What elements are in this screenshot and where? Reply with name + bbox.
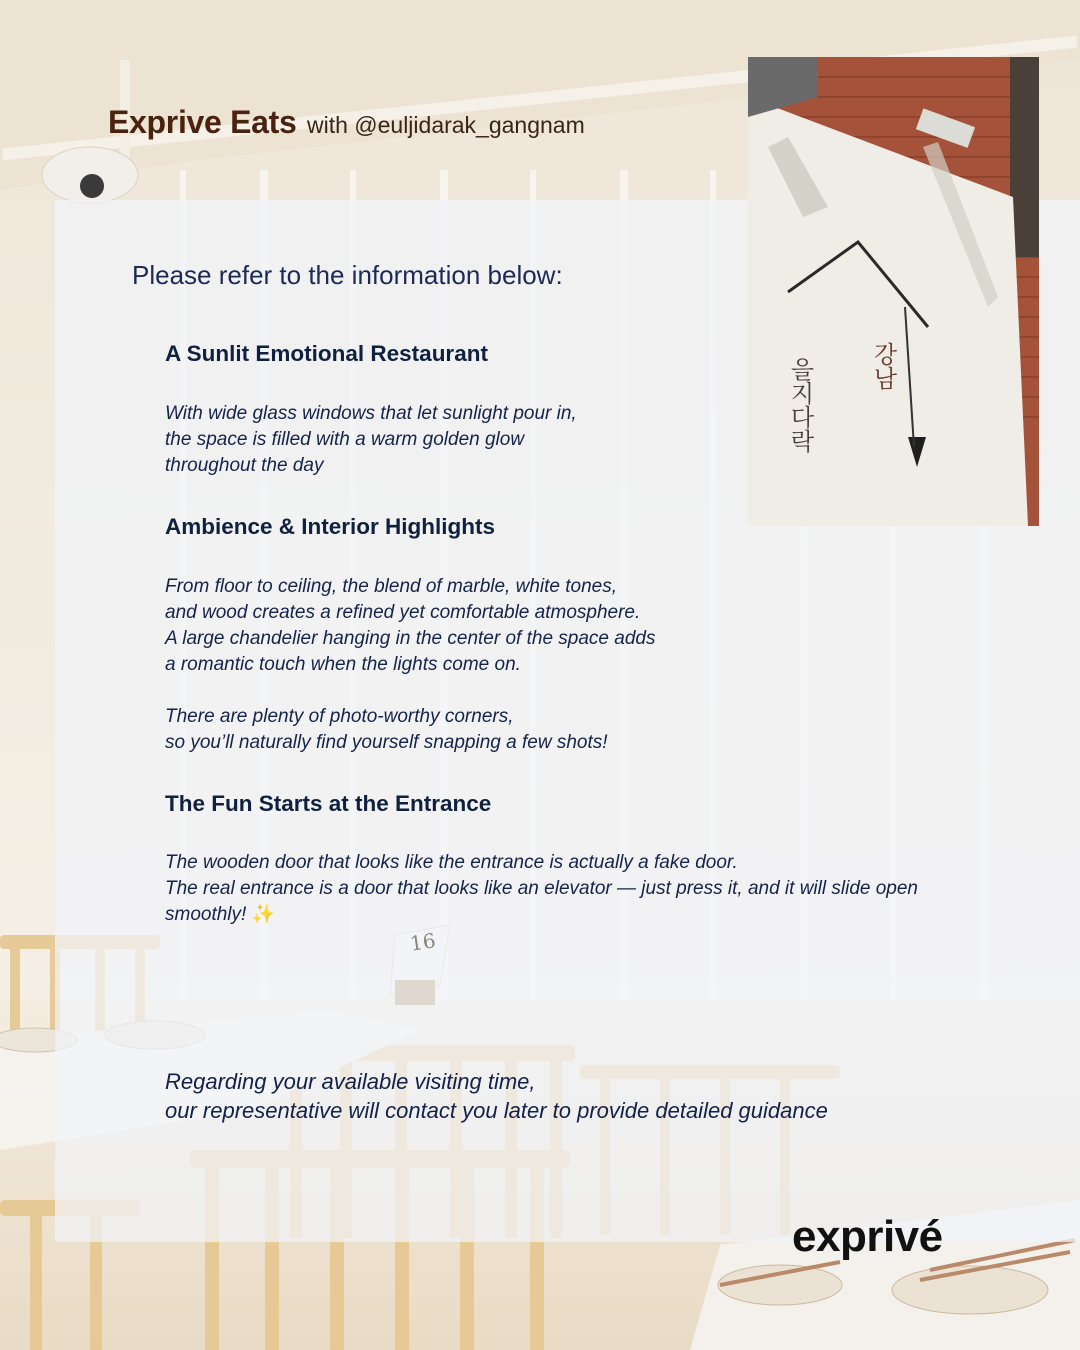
- body-line: [165, 902, 918, 928]
- restaurant-sign-photo: [748, 57, 1039, 526]
- collab-handle: with @euljidarak_gangnam: [306, 112, 585, 138]
- body-line: From floor to ceiling, the blend of marble, white tones,: [165, 576, 618, 597]
- body-line: a romantic touch when the lights come on.: [165, 654, 521, 675]
- closing-line: our representative will contact you later to provide detailed guidance: [165, 1098, 828, 1123]
- body-line: With wide glass windows that let sunlight pour in,: [165, 403, 577, 424]
- section-body-ambience: [165, 574, 655, 756]
- sign-text-euljidarak: 을지다락: [786, 357, 814, 453]
- table-number-card: 16: [408, 928, 437, 956]
- body-line: so you’ll naturally find yourself snapping a few shots!: [165, 732, 608, 753]
- brand-title: Exprive Eats: [108, 104, 297, 140]
- sign-text-gangnam: 강남: [869, 342, 897, 390]
- body-line: [165, 678, 655, 704]
- body-line: and wood creates a refined yet comfortable atmosphere.: [165, 602, 641, 623]
- exprive-logo: exprivé: [792, 1212, 943, 1261]
- section-title-entrance: The Fun Starts at the Entrance: [165, 791, 492, 816]
- body-line: A large chandelier hanging in the center of the space adds: [165, 628, 656, 649]
- section-body-sunlit: [165, 401, 577, 479]
- intro-text: Please refer to the information below:: [132, 260, 563, 290]
- section-title-sunlit: A Sunlit Emotional Restaurant: [165, 341, 488, 366]
- body-line: There are plenty of photo-worthy corners,: [165, 706, 514, 727]
- closing-line: Regarding your available visiting time,: [165, 1069, 536, 1094]
- body-line-text: smoothly!: [165, 904, 247, 925]
- body-line: throughout the day: [165, 455, 324, 476]
- body-line: the space is filled with a warm golden glow: [165, 429, 525, 450]
- body-line: The real entrance is a door that looks like an elevator — just press it, and it will slide open: [165, 878, 918, 899]
- sparkles-icon: ✨: [251, 904, 276, 925]
- body-line: The wooden door that looks like the entrance is actually a fake door.: [165, 852, 738, 873]
- closing-note: [165, 1067, 828, 1125]
- header: [108, 104, 585, 141]
- section-title-ambience: Ambience & Interior Highlights: [165, 514, 496, 539]
- section-body-entrance: [165, 850, 918, 928]
